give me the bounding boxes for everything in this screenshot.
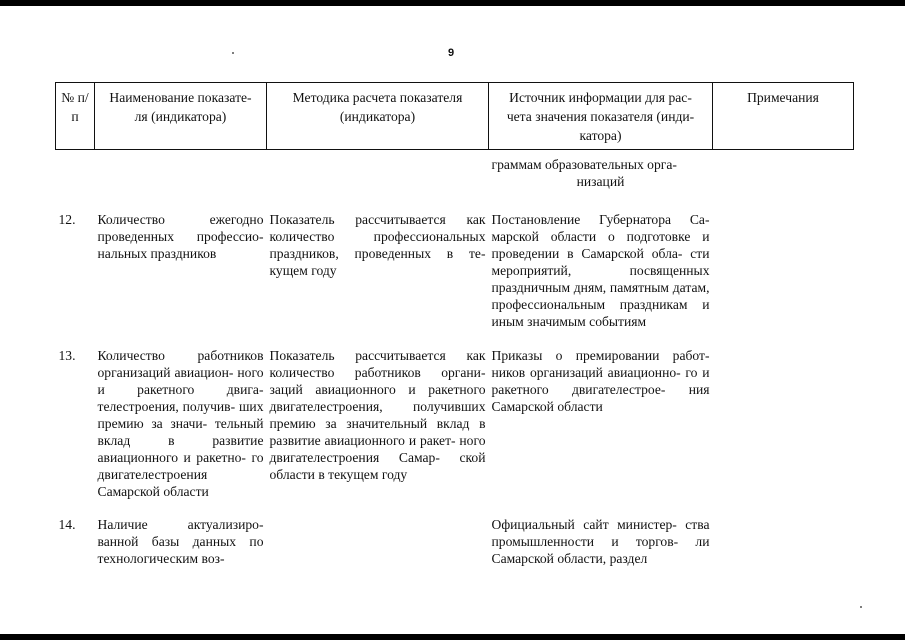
continuation-source [489,150,713,191]
row-source: Приказы о премировании работ- ников организаций авиационно- го и ракетного двигателестрое- ния Самарской области [491,348,710,414]
row-notes [713,500,854,567]
header-source [489,83,713,150]
table-row [56,190,854,330]
row-method [267,500,489,567]
top-border-bar [0,0,905,6]
header-source-line2: чета значения показателя (инди- [506,109,695,124]
scan-speck [860,606,862,608]
header-name-line1: Наименование показате- [109,90,252,105]
row-indicator-name: Наличие актуализиро- ванной базы данных по технологическим воз- [97,517,264,566]
row-method: Показатель рассчитывается как количество работников органи- заций авиационного и ракетного двигателестроения, получивших премию за значительный вклад в развитие авиационного и ракет- ного двигателестроения Самар- ской области в текущем году [269,348,486,482]
header-name-line2: ля (индикатора) [134,109,227,124]
row-notes [713,190,854,330]
row-number: 12. [58,212,76,227]
table-header-row [56,83,854,150]
header-method [267,83,489,150]
header-num [56,83,95,150]
row-notes [713,330,854,500]
row-source: Официальный сайт министер- ства промышленности и торгов- ли Самарской области, раздел [491,517,710,566]
scan-speck [232,52,234,54]
row-method: Показатель рассчитывается как количество профессиональных праздников, проведенных в те- кущем году [269,212,486,278]
header-source-line1: Источник информации для рас- [509,90,692,105]
continuation-source-line1: граммам образовательных орга- [491,157,677,172]
page-number: 9 [447,47,455,59]
bottom-border-bar [0,634,905,640]
header-method-line2: (индикатора) [339,109,416,124]
row-number: 13. [58,348,76,363]
table-row [56,500,854,567]
header-method-line1: Методика расчета показателя [292,90,463,105]
row-indicator-name: Количество работников организаций авиацион- ного и ракетного двига- телестроения, получив- ших премию за значи- тельный вклад в развитие авиационного и ракетно- го двигателестроения Самарской области [97,348,264,499]
row-indicator-name: Количество ежегодно проведенных профессио- нальных праздников [97,212,264,261]
continuation-source-line2: низаций [576,174,625,189]
indicators-table [55,82,854,567]
header-num-label: № п/п [61,90,89,124]
row-source: Постановление Губернатора Са- марской области о подготовке и проведении в Самарской обла- сти мероприятий, посвященных праздничным дням, памятным датам, профессиональным праздникам и иным значимым событиям [491,212,710,329]
table-row [56,330,854,500]
row-number: 14. [58,517,76,532]
header-notes-label: Примечания [747,90,819,105]
header-notes [713,83,854,150]
header-name [95,83,267,150]
header-source-line3: катора) [579,128,622,143]
continuation-row [56,150,854,191]
